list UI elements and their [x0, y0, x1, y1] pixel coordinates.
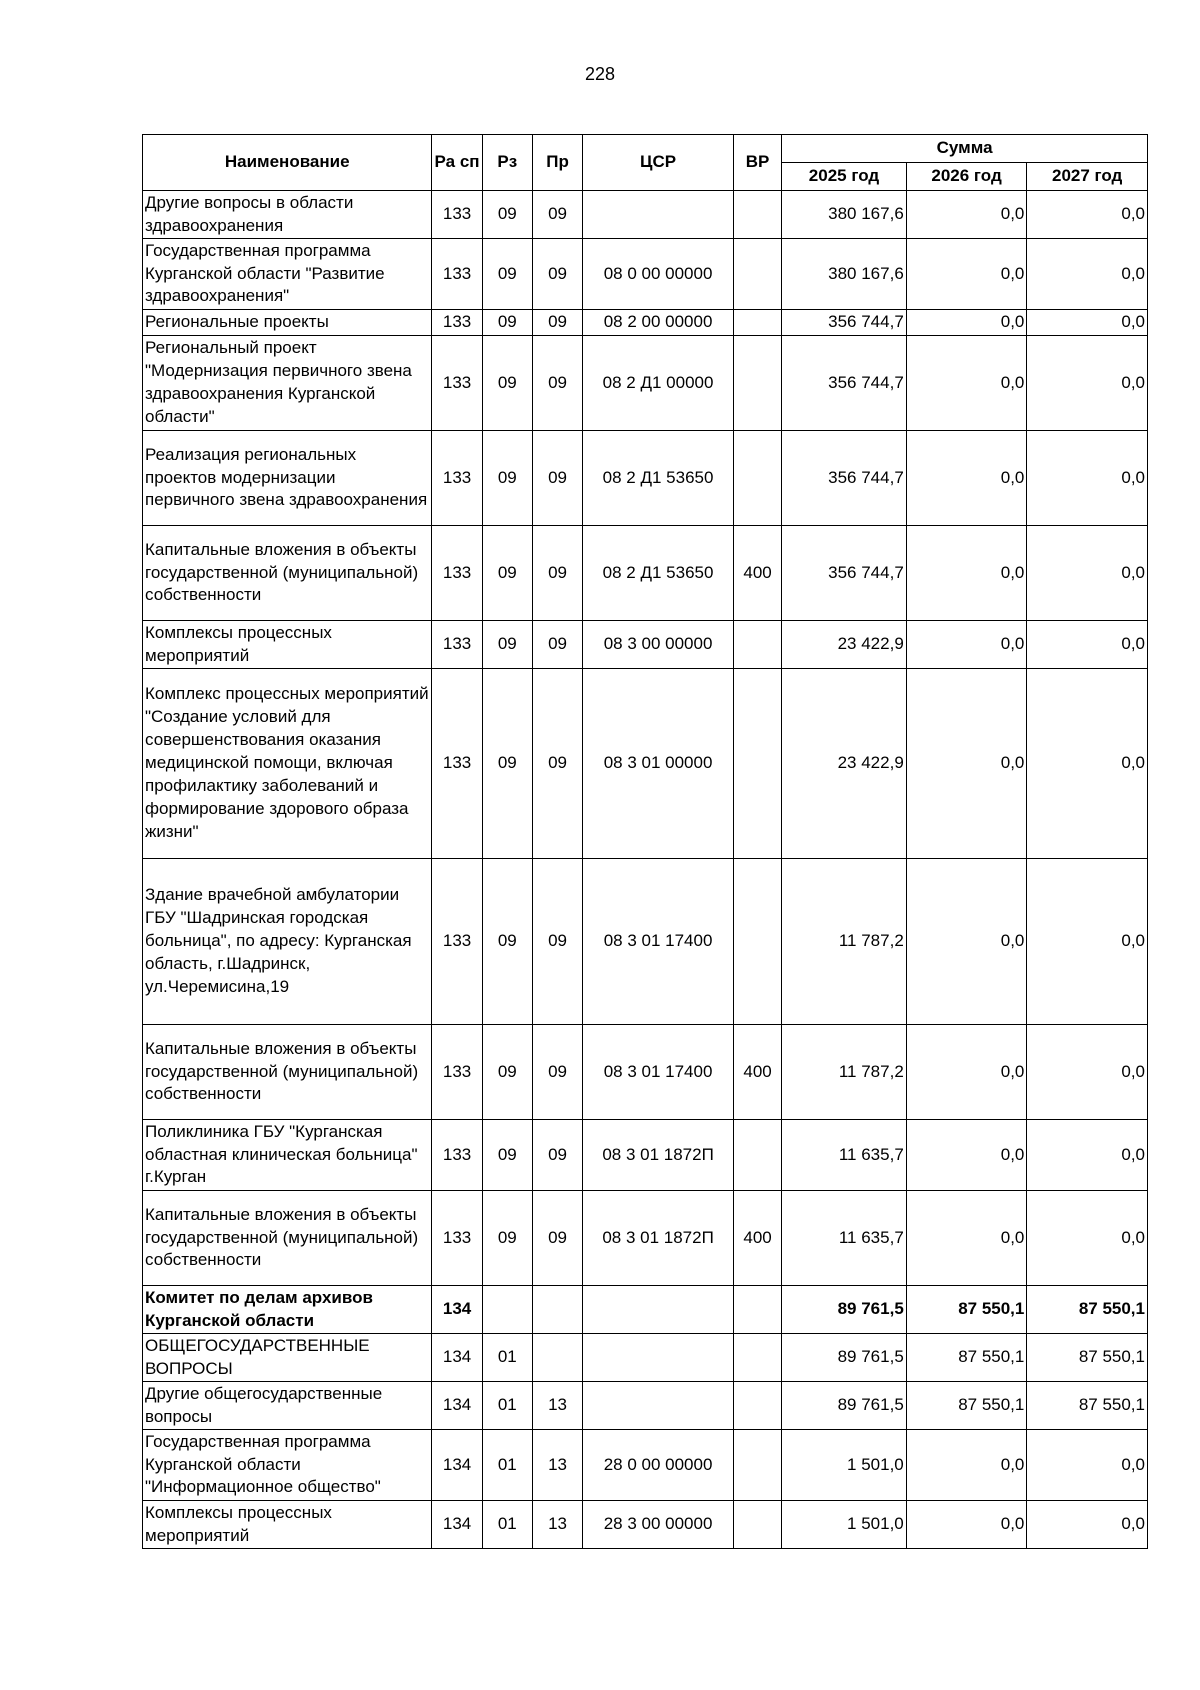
- cell-name: Государственная программа Курганской области "Информационное общество": [143, 1430, 432, 1501]
- cell-rasp: 134: [432, 1334, 482, 1382]
- cell-rz: 09: [482, 191, 532, 239]
- table-row: [143, 1120, 1148, 1191]
- cell-rz: 01: [482, 1334, 532, 1382]
- table-row: [143, 621, 1148, 669]
- cell-y2027: 0,0: [1027, 191, 1148, 239]
- cell-rasp: 133: [432, 191, 482, 239]
- table-row: [143, 1501, 1148, 1549]
- cell-rasp: 134: [432, 1430, 482, 1501]
- cell-pr: 09: [532, 336, 582, 431]
- cell-csr: 08 2 Д1 00000: [583, 336, 734, 431]
- cell-vr: [733, 669, 781, 859]
- cell-y2025: 11 635,7: [782, 1120, 907, 1191]
- cell-rz: 09: [482, 859, 532, 1025]
- cell-y2025: 1 501,0: [782, 1430, 907, 1501]
- header-sum: Сумма: [782, 135, 1148, 163]
- cell-y2026: 0,0: [906, 1430, 1027, 1501]
- cell-y2025: 89 761,5: [782, 1334, 907, 1382]
- cell-y2026: 0,0: [906, 431, 1027, 526]
- cell-y2027: 87 550,1: [1027, 1286, 1148, 1334]
- table-row: [143, 239, 1148, 310]
- cell-y2026: 0,0: [906, 239, 1027, 310]
- cell-rz: 01: [482, 1501, 532, 1549]
- table-row: [143, 1382, 1148, 1430]
- cell-csr: [583, 191, 734, 239]
- cell-y2025: 356 744,7: [782, 310, 907, 336]
- cell-pr: 09: [532, 669, 582, 859]
- cell-pr: 09: [532, 526, 582, 621]
- cell-rz: 09: [482, 310, 532, 336]
- cell-pr: 09: [532, 431, 582, 526]
- table-row: [143, 1286, 1148, 1334]
- cell-rasp: 133: [432, 1191, 482, 1286]
- cell-y2026: 0,0: [906, 859, 1027, 1025]
- cell-y2026: 87 550,1: [906, 1382, 1027, 1430]
- table-row: [143, 191, 1148, 239]
- cell-pr: 09: [532, 1120, 582, 1191]
- cell-rz: 09: [482, 336, 532, 431]
- cell-csr: 28 3 00 00000: [583, 1501, 734, 1549]
- cell-vr: [733, 1501, 781, 1549]
- cell-y2025: 11 635,7: [782, 1191, 907, 1286]
- cell-y2026: 0,0: [906, 191, 1027, 239]
- cell-y2026: 0,0: [906, 621, 1027, 669]
- cell-rasp: 133: [432, 669, 482, 859]
- cell-name: Другие вопросы в области здравоохранения: [143, 191, 432, 239]
- cell-y2025: 356 744,7: [782, 526, 907, 621]
- table-row: [143, 1025, 1148, 1120]
- cell-name: Государственная программа Курганской области "Развитие здравоохранения": [143, 239, 432, 310]
- cell-y2025: 1 501,0: [782, 1501, 907, 1549]
- header-2025: 2025 год: [782, 163, 907, 191]
- cell-rz: 01: [482, 1430, 532, 1501]
- cell-y2027: 0,0: [1027, 1025, 1148, 1120]
- cell-y2026: 0,0: [906, 669, 1027, 859]
- cell-name: Комплексы процессных мероприятий: [143, 621, 432, 669]
- cell-vr: 400: [733, 1191, 781, 1286]
- cell-name: Комплекс процессных мероприятий "Создание условий для совершенствования оказания медицинской помощи, включая профилактику заболеваний и формирование здорового образа жизни": [143, 669, 432, 859]
- table-row: [143, 859, 1148, 1025]
- cell-csr: 08 3 01 1872П: [583, 1120, 734, 1191]
- cell-rasp: 134: [432, 1501, 482, 1549]
- cell-y2027: 0,0: [1027, 336, 1148, 431]
- cell-y2027: 0,0: [1027, 526, 1148, 621]
- cell-rasp: 133: [432, 239, 482, 310]
- cell-vr: [733, 431, 781, 526]
- cell-y2025: 89 761,5: [782, 1286, 907, 1334]
- cell-y2025: 89 761,5: [782, 1382, 907, 1430]
- cell-pr: 09: [532, 191, 582, 239]
- cell-name: Комплексы процессных мероприятий: [143, 1501, 432, 1549]
- cell-csr: 08 3 01 00000: [583, 669, 734, 859]
- cell-csr: 08 2 Д1 53650: [583, 431, 734, 526]
- cell-name: Здание врачебной амбулатории ГБУ "Шадринская городская больница", по адресу: Курганская область, г.Шадринск, ул.Черемисина,19: [143, 859, 432, 1025]
- table-body: [143, 191, 1148, 1549]
- cell-y2027: 0,0: [1027, 1501, 1148, 1549]
- cell-rasp: 133: [432, 310, 482, 336]
- cell-pr: 09: [532, 1191, 582, 1286]
- cell-y2026: 0,0: [906, 336, 1027, 431]
- cell-vr: [733, 1120, 781, 1191]
- cell-name: Региональный проект "Модернизация первичного звена здравоохранения Курганской области": [143, 336, 432, 431]
- header-vr: ВР: [733, 135, 781, 191]
- cell-y2027: 0,0: [1027, 431, 1148, 526]
- cell-name: Капитальные вложения в объекты государственной (муниципальной) собственности: [143, 526, 432, 621]
- cell-y2026: 87 550,1: [906, 1286, 1027, 1334]
- header-name: Наименование: [143, 135, 432, 191]
- cell-rasp: 134: [432, 1382, 482, 1430]
- cell-csr: 08 3 01 17400: [583, 1025, 734, 1120]
- cell-y2026: 0,0: [906, 1120, 1027, 1191]
- cell-name: Региональные проекты: [143, 310, 432, 336]
- cell-y2027: 0,0: [1027, 310, 1148, 336]
- cell-csr: 08 0 00 00000: [583, 239, 734, 310]
- cell-rz: 09: [482, 621, 532, 669]
- table-row: [143, 526, 1148, 621]
- table-row: [143, 431, 1148, 526]
- cell-pr: 09: [532, 310, 582, 336]
- cell-vr: [733, 310, 781, 336]
- table-row: [143, 1430, 1148, 1501]
- cell-y2027: 87 550,1: [1027, 1382, 1148, 1430]
- header-rasp: Ра сп: [432, 135, 482, 191]
- cell-y2026: 0,0: [906, 1191, 1027, 1286]
- cell-pr: 09: [532, 859, 582, 1025]
- table-row: [143, 1334, 1148, 1382]
- cell-vr: [733, 191, 781, 239]
- cell-y2025: 23 422,9: [782, 669, 907, 859]
- cell-rz: [482, 1286, 532, 1334]
- cell-y2025: 11 787,2: [782, 1025, 907, 1120]
- page-number: 228: [584, 64, 616, 84]
- cell-vr: 400: [733, 1025, 781, 1120]
- cell-pr: 09: [532, 1025, 582, 1120]
- cell-y2025: 11 787,2: [782, 859, 907, 1025]
- cell-y2026: 0,0: [906, 1025, 1027, 1120]
- header-rz: Рз: [482, 135, 532, 191]
- cell-name: ОБЩЕГОСУДАРСТВЕННЫЕ ВОПРОСЫ: [143, 1334, 432, 1382]
- cell-vr: [733, 621, 781, 669]
- cell-vr: [733, 239, 781, 310]
- header-2027: 2027 год: [1027, 163, 1148, 191]
- cell-y2025: 356 744,7: [782, 431, 907, 526]
- cell-csr: 08 3 01 17400: [583, 859, 734, 1025]
- cell-rasp: 133: [432, 1025, 482, 1120]
- cell-pr: 13: [532, 1501, 582, 1549]
- cell-rasp: 133: [432, 431, 482, 526]
- header-csr: ЦСР: [583, 135, 734, 191]
- cell-y2027: 0,0: [1027, 669, 1148, 859]
- cell-vr: [733, 1334, 781, 1382]
- cell-y2027: 87 550,1: [1027, 1334, 1148, 1382]
- cell-name: Капитальные вложения в объекты государственной (муниципальной) собственности: [143, 1191, 432, 1286]
- cell-name: Реализация региональных проектов модернизации первичного звена здравоохранения: [143, 431, 432, 526]
- cell-rasp: 133: [432, 621, 482, 669]
- cell-vr: [733, 1382, 781, 1430]
- cell-rz: 01: [482, 1382, 532, 1430]
- cell-pr: 13: [532, 1382, 582, 1430]
- cell-rz: 09: [482, 669, 532, 859]
- cell-y2025: 380 167,6: [782, 191, 907, 239]
- cell-rasp: 133: [432, 336, 482, 431]
- cell-csr: 28 0 00 00000: [583, 1430, 734, 1501]
- cell-vr: [733, 336, 781, 431]
- cell-csr: [583, 1286, 734, 1334]
- cell-pr: 09: [532, 621, 582, 669]
- cell-rz: 09: [482, 1025, 532, 1120]
- cell-csr: 08 2 00 00000: [583, 310, 734, 336]
- cell-rz: 09: [482, 1120, 532, 1191]
- cell-y2025: 356 744,7: [782, 336, 907, 431]
- cell-rasp: 133: [432, 1120, 482, 1191]
- header-2026: 2026 год: [906, 163, 1027, 191]
- cell-rasp: 133: [432, 526, 482, 621]
- cell-rasp: 134: [432, 1286, 482, 1334]
- cell-y2026: 87 550,1: [906, 1334, 1027, 1382]
- cell-csr: 08 3 01 1872П: [583, 1191, 734, 1286]
- cell-rz: 09: [482, 239, 532, 310]
- table-row: [143, 1191, 1148, 1286]
- cell-csr: [583, 1334, 734, 1382]
- cell-vr: [733, 1286, 781, 1334]
- cell-y2027: 0,0: [1027, 1120, 1148, 1191]
- cell-vr: 400: [733, 526, 781, 621]
- cell-y2027: 0,0: [1027, 1430, 1148, 1501]
- budget-table: [142, 134, 1148, 1549]
- cell-vr: [733, 1430, 781, 1501]
- cell-pr: 09: [532, 239, 582, 310]
- cell-y2025: 380 167,6: [782, 239, 907, 310]
- cell-pr: [532, 1286, 582, 1334]
- cell-y2027: 0,0: [1027, 239, 1148, 310]
- cell-y2027: 0,0: [1027, 621, 1148, 669]
- cell-y2026: 0,0: [906, 526, 1027, 621]
- cell-y2026: 0,0: [906, 1501, 1027, 1549]
- table-row: [143, 310, 1148, 336]
- header-pr: Пр: [532, 135, 582, 191]
- cell-y2027: 0,0: [1027, 1191, 1148, 1286]
- cell-name: Капитальные вложения в объекты государственной (муниципальной) собственности: [143, 1025, 432, 1120]
- cell-y2026: 0,0: [906, 310, 1027, 336]
- cell-name: Комитет по делам архивов Курганской области: [143, 1286, 432, 1334]
- cell-pr: [532, 1334, 582, 1382]
- cell-pr: 13: [532, 1430, 582, 1501]
- cell-csr: [583, 1382, 734, 1430]
- cell-rz: 09: [482, 1191, 532, 1286]
- cell-name: Поликлиника ГБУ "Курганская областная клиническая больница" г.Курган: [143, 1120, 432, 1191]
- cell-vr: [733, 859, 781, 1025]
- cell-rz: 09: [482, 431, 532, 526]
- cell-csr: 08 3 00 00000: [583, 621, 734, 669]
- cell-name: Другие общегосударственные вопросы: [143, 1382, 432, 1430]
- cell-y2027: 0,0: [1027, 859, 1148, 1025]
- cell-y2025: 23 422,9: [782, 621, 907, 669]
- cell-rasp: 133: [432, 859, 482, 1025]
- table-row: [143, 669, 1148, 859]
- cell-csr: 08 2 Д1 53650: [583, 526, 734, 621]
- table-row: [143, 336, 1148, 431]
- cell-rz: 09: [482, 526, 532, 621]
